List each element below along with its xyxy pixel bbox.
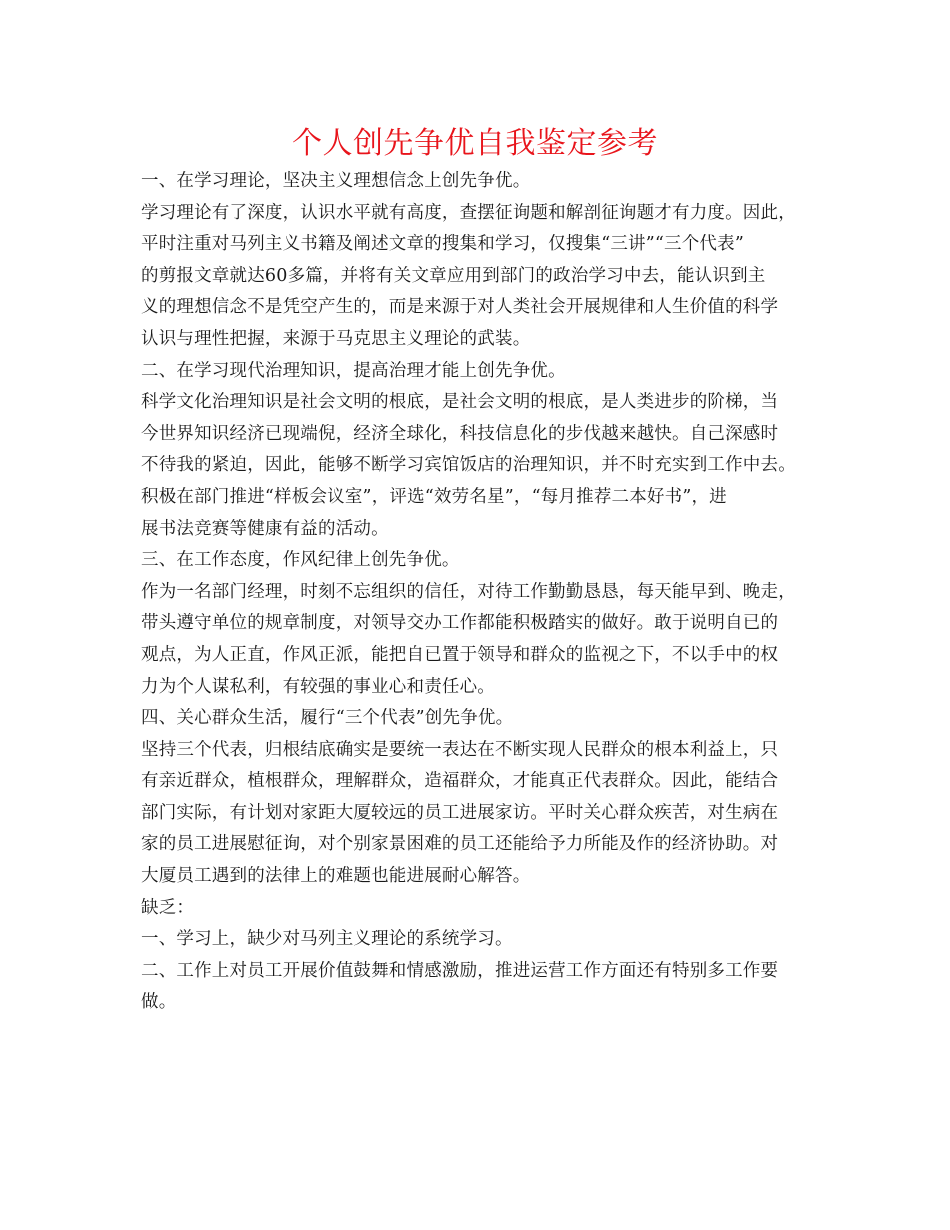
text-line: 作为一名部门经理，时刻不忘组织的信任，对待工作勤勤恳恳，每天能早到、晚走， — [141, 581, 796, 602]
document-body — [141, 166, 821, 1019]
text-line: 一、在学习理论，坚决主义理想信念上创先争优。 — [141, 171, 531, 191]
text-line: 今世界知识经济已现端倪，经济全球化，科技信息化的步伐越来越快。自己深感时 — [141, 423, 779, 444]
text-line: 坚持三个代表，归根结底确实是要统一表达在不断实现人民群众的根本利益上，只 — [141, 739, 779, 760]
text-line: 不待我的紧迫，因此，能够不断学习宾馆饭店的治理知识，并不时充实到工作中去。 — [141, 455, 796, 476]
text-line: 积极在部门推进“样板会议室”，评选“效劳名星”，“每月推荐二本好书”，进 — [141, 486, 727, 507]
text-line: 的剪报文章就达60多篇，并将有关文章应用到部门的政治学习中去，能认识到主 — [141, 265, 766, 286]
text-line: 力为个人谋私利，有较强的事业心和责任心。 — [141, 676, 495, 697]
text-line: 有亲近群众，植根群众，理解群众，造福群众，才能真正代表群众。因此，能结合 — [141, 771, 779, 792]
text-line: 缺乏： — [141, 897, 195, 918]
text-line: 大厦员工遇到的法律上的难题也能进展耐心解答。 — [141, 866, 531, 887]
text-line: 带头遵守单位的规章制度，对领导交办工作都能积极踏实的做好。敢于说明自已的 — [141, 613, 779, 634]
text-line: 二、工作上对员工开展价值鼓舞和情感激励，推进运营工作方面还有特别多工作要 — [141, 960, 779, 981]
text-line: 家的员工进展慰征询，对个别家景困难的员工还能给予力所能及作的经济协助。对 — [141, 834, 779, 855]
text-line: 一、学习上，缺少对马列主义理论的系统学习。 — [141, 929, 513, 950]
text-line: 三、在工作态度，作风纪律上创先争优。 — [141, 550, 460, 571]
text-line: 做。 — [141, 992, 177, 1013]
text-line: 部门实际，有计划对家距大厦较远的员工进展家访。平时关心群众疾苦，对生病在 — [141, 802, 779, 823]
text-line: 展书法竞赛等健康有益的活动。 — [141, 518, 389, 539]
document-title: 个人创先争优自我鉴定参考 — [292, 126, 658, 161]
text-line: 四、关心群众生活，履行“三个代表”创先争优。 — [141, 708, 514, 729]
text-line: 二、在学习现代治理知识，提高治理才能上创先争优。 — [141, 360, 566, 381]
text-line: 义的理想信念不是凭空产生的，而是来源于对人类社会开展规律和人生价值的科学 — [141, 297, 779, 318]
text-line: 科学文化治理知识是社会文明的根底，是社会文明的根底，是人类进步的阶梯，当 — [141, 392, 779, 413]
text-line: 平时注重对马列主义书籍及阐述文章的搜集和学习，仅搜集“三讲”“三个代表” — [141, 234, 744, 255]
text-line: 学习理论有了深度，认识水平就有高度，查摆征询题和解剖征询题才有力度。因此， — [141, 202, 796, 223]
text-line: 认识与理性把握，来源于马克思主义理论的武装。 — [141, 328, 531, 349]
text-line: 观点，为人正直，作风正派，能把自已置于领导和群众的监视之下，不以手中的权 — [141, 644, 779, 665]
